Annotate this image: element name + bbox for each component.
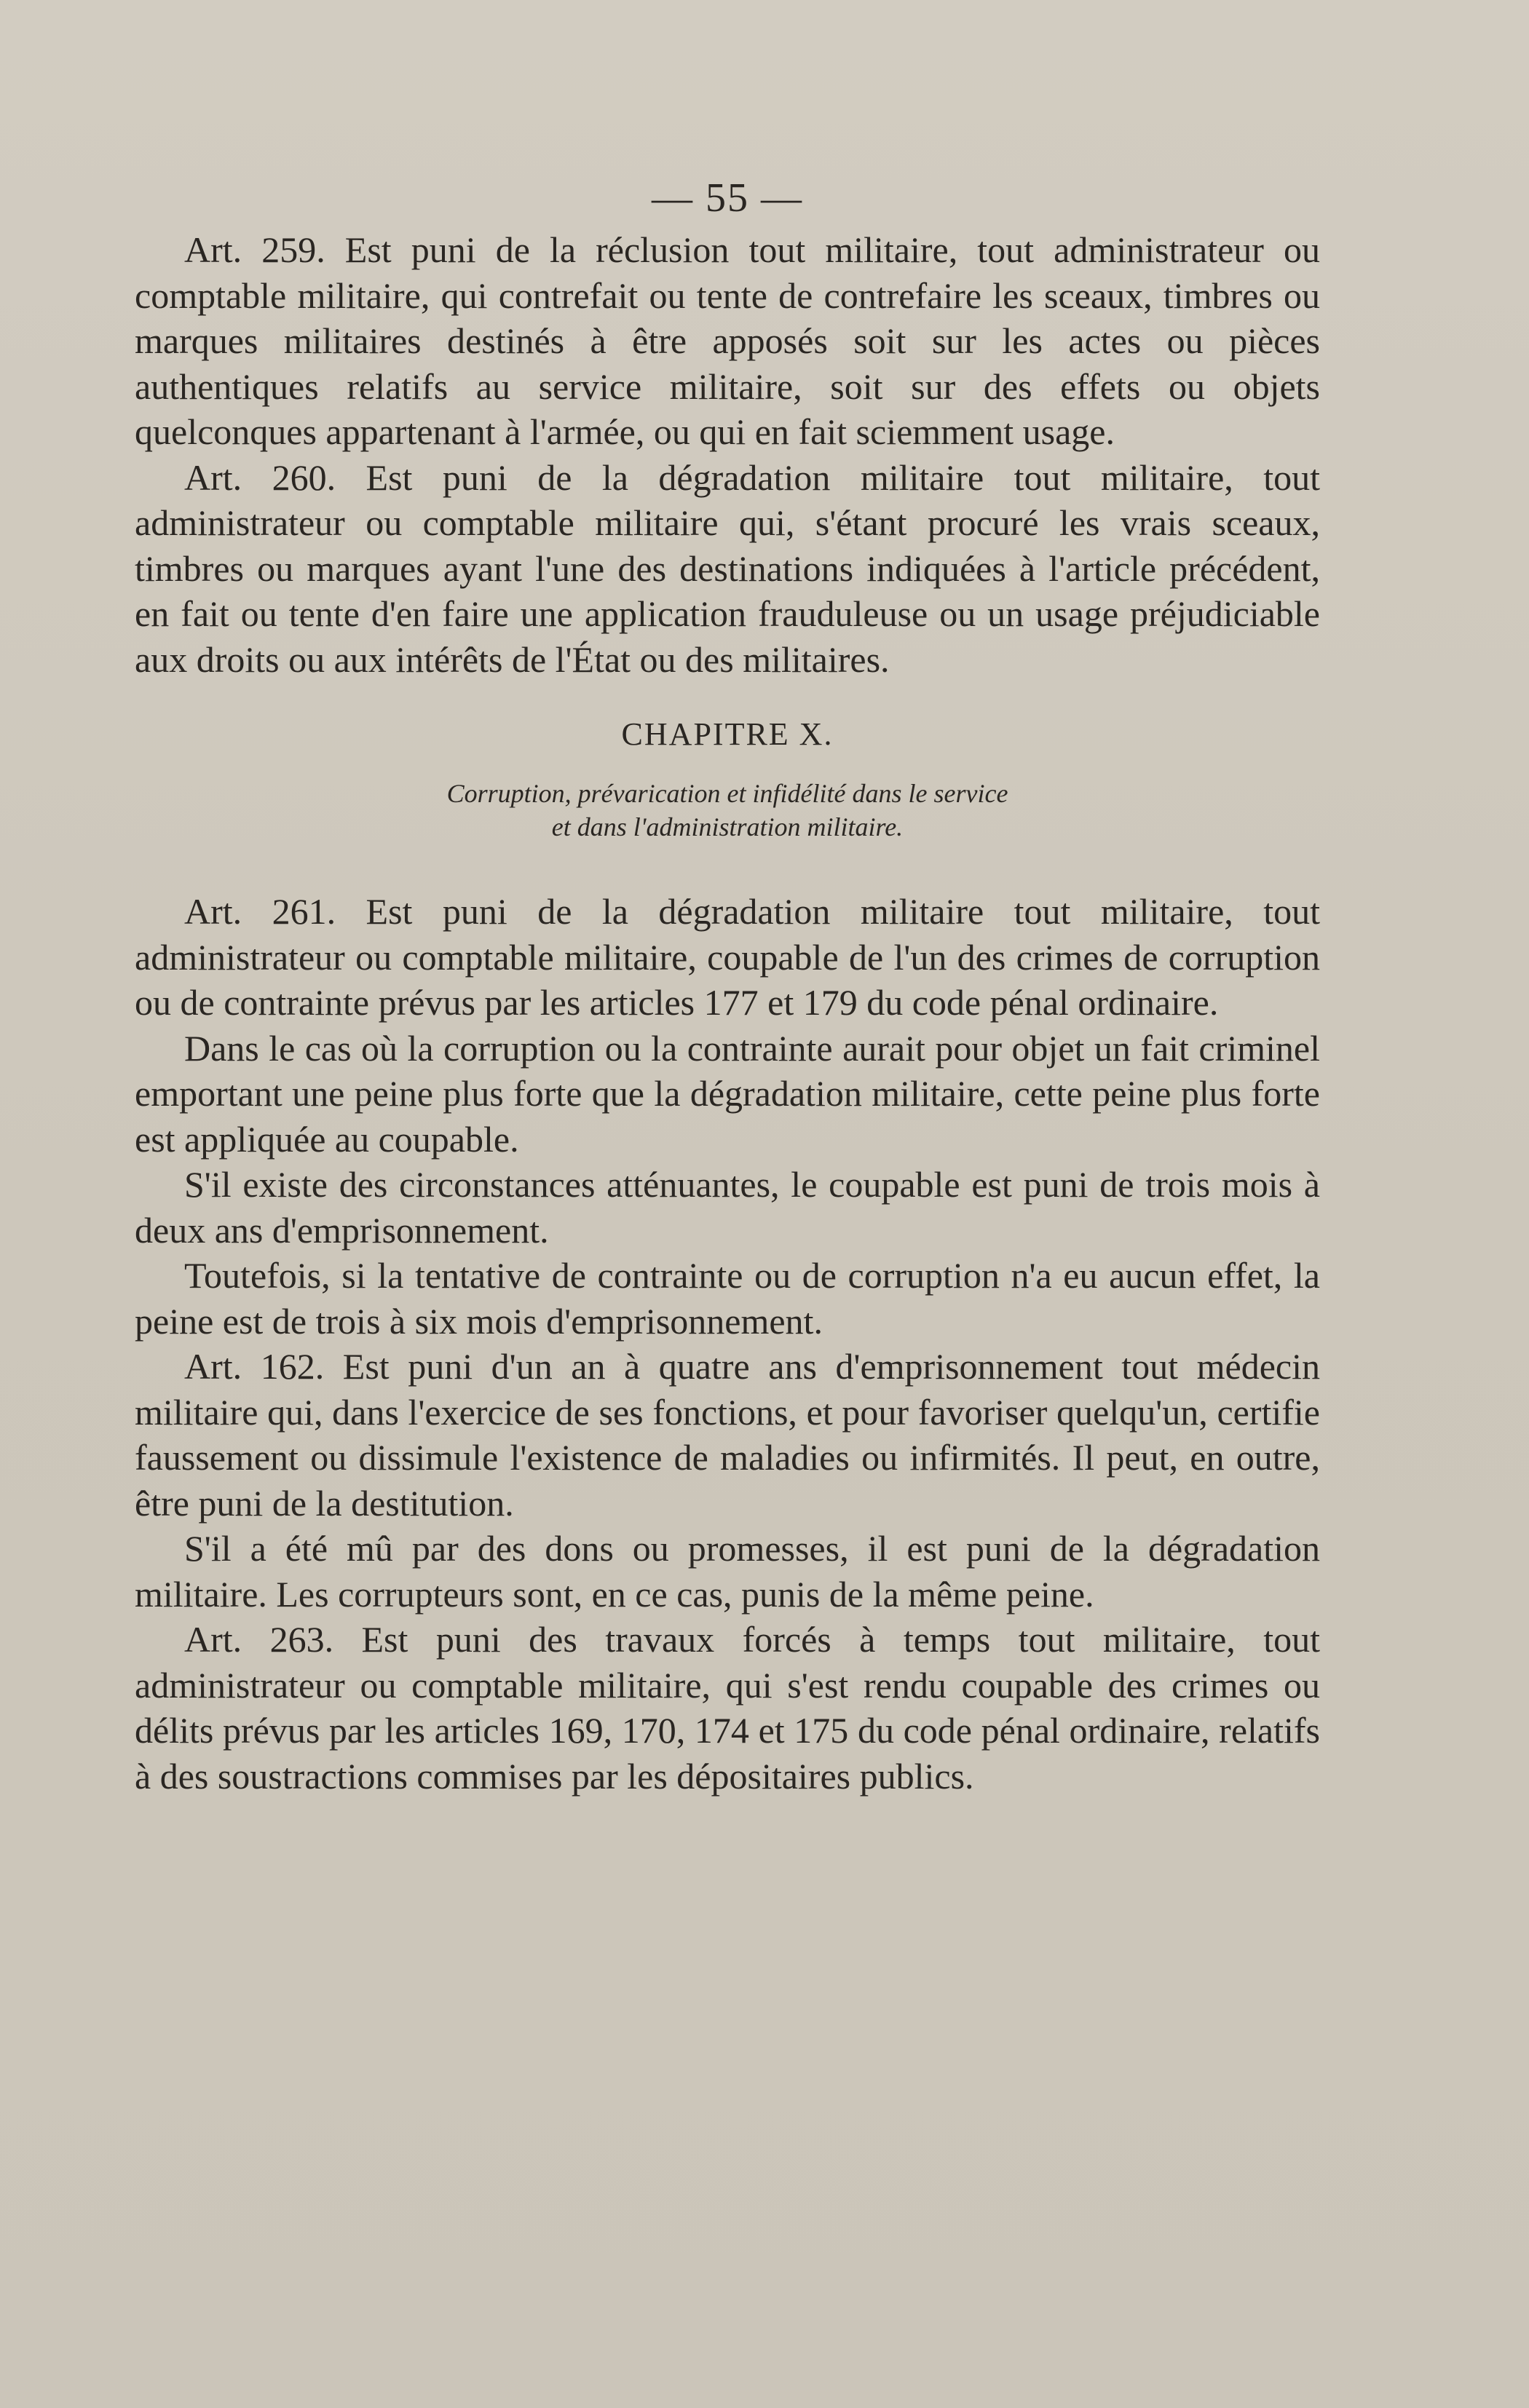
article-261-paragraph-2: Dans le cas où la corruption ou la contrainte aurait pour objet un fait criminel emportant une peine plus forte que la dégradation militaire, cette peine plus forte est appliquée au coupable.	[135, 1027, 1320, 1160]
article-263: Art. 263. Est puni des travaux forcés à temps tout militaire, tout administrateur ou comptable militaire, qui s'est rendu coupable des crimes ou délits prévus par les articles 169, 170, 174 et 175 du code pénal ordinaire, relatifs à des soustractions commises par les dépositaires publics.	[135, 1619, 1320, 1797]
chapter-subtitle-line-1: Corruption, prévarication et infidélité dans le service	[446, 779, 1008, 808]
article-262: Art. 162. Est puni d'un an à quatre ans d'emprisonnement tout médecin militaire qui, dans l'exercice de ses fonctions, et pour favoriser quelqu'un, certifie faussement ou dissimule l'existence de maladies ou infirmités. Il peut, en outre, être puni de la destitution.	[135, 1346, 1320, 1524]
chapter-subtitle	[135, 777, 1320, 844]
page-number: — 55 —	[652, 175, 803, 221]
article-260: Art. 260. Est puni de la dégradation militaire tout militaire, tout administrateur ou comptable militaire qui, s'étant procuré les vrais sceaux, timbres ou marques ayant l'une des destinations indiquées à l'article précédent, en fait ou tente d'en faire une application frauduleuse ou un usage préjudiciable aux droits ou aux intérêts de l'État ou des militaires.	[135, 456, 1320, 680]
article-261-paragraph-4: Toutefois, si la tentative de contrainte ou de corruption n'a eu aucun effet, la peine est de trois à six mois d'emprisonnement.	[135, 1255, 1320, 1342]
article-262-paragraph-2: S'il a été mû par des dons ou promesses, il est puni de la dégradation militaire. Les corrupteurs sont, en ce cas, punis de la même peine.	[135, 1528, 1320, 1615]
article-261: Art. 261. Est puni de la dégradation militaire tout militaire, tout administrateur ou comptable militaire, coupable de l'un des crimes de corruption ou de contrainte prévus par les articles 177 et 179 du code pénal ordinaire.	[135, 891, 1320, 1023]
article-259: Art. 259. Est puni de la réclusion tout militaire, tout administrateur ou comptable militaire, qui contrefait ou tente de contrefaire les sceaux, timbres ou marques militaires destinés à être apposés soit sur les actes ou pièces authentiques relatifs au service militaire, soit sur des effets ou objets quelconques appartenant à l'armée, ou qui en fait sciemment usage.	[135, 229, 1320, 452]
article-261-paragraph-3: S'il existe des circonstances atténuantes, le coupable est puni de trois mois à deux ans d'emprisonnement.	[135, 1164, 1320, 1251]
chapter-subtitle-line-2: et dans l'administration militaire.	[551, 812, 904, 841]
chapter-heading: CHAPITRE X.	[621, 716, 834, 752]
text-block	[135, 175, 1320, 1799]
